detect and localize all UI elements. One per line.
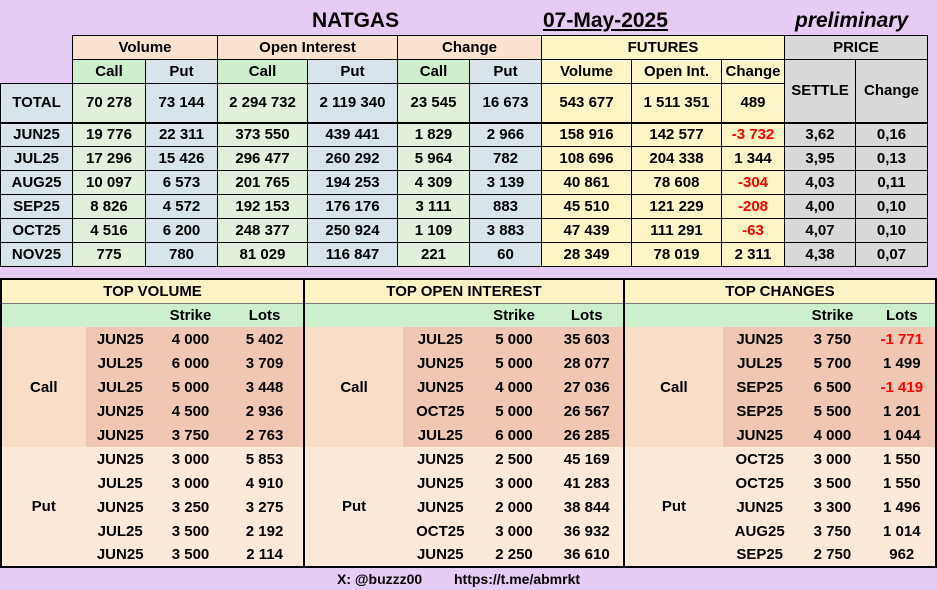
lots-cell: 962: [869, 543, 936, 567]
lots-cell: 27 036: [551, 375, 624, 399]
contract-cell: JUN25: [403, 543, 477, 567]
lots-cell: 2 763: [226, 423, 304, 447]
strike-cell: 5 500: [796, 399, 868, 423]
total-oi-put: 2 119 340: [308, 84, 398, 123]
put-list-row: [1, 495, 936, 519]
price-change-cell: 0,16: [856, 123, 928, 147]
put-side-label: Put: [1, 447, 86, 567]
month-label: JUL25: [1, 147, 73, 171]
strike-cell: 3 000: [155, 447, 226, 471]
total-fut-oi: 1 511 351: [632, 84, 722, 123]
contract-cell: JUL25: [723, 351, 796, 375]
contract-cell: SEP25: [723, 399, 796, 423]
fut-volume-cell: 45 510: [542, 195, 632, 219]
strike-cell: 3 300: [796, 495, 868, 519]
month-row: [1, 195, 928, 219]
strike-header: Strike: [477, 303, 550, 327]
lots-cell: 1 201: [869, 399, 936, 423]
ch-call-cell: 5 964: [398, 147, 470, 171]
lots-cell: 4 910: [226, 471, 304, 495]
price-change-cell: 0,07: [856, 243, 928, 267]
ch-put-cell: 2 966: [470, 123, 542, 147]
call-side-label: Call: [304, 327, 403, 447]
vol-call-header: Call: [73, 60, 146, 84]
vol-call-cell: 775: [73, 243, 146, 267]
contract-cell: JUN25: [86, 423, 155, 447]
sub-header-row: [1, 60, 928, 84]
oi-put-header: Put: [308, 60, 398, 84]
put-list-row: [1, 543, 936, 567]
fut-volume-cell: 28 349: [542, 243, 632, 267]
strike-cell: 3 000: [477, 471, 550, 495]
top-lists-table: [0, 278, 937, 568]
oi-call-cell: 192 153: [218, 195, 308, 219]
lots-cell: 3 709: [226, 351, 304, 375]
month-label: SEP25: [1, 195, 73, 219]
blank-header: [304, 303, 403, 327]
settle-cell: 4,00: [785, 195, 856, 219]
contract-cell: SEP25: [723, 543, 796, 567]
section-header-row: [1, 279, 936, 303]
strike-cell: 2 750: [796, 543, 868, 567]
total-vol-call: 70 278: [73, 84, 146, 123]
ch-put-cell: 782: [470, 147, 542, 171]
lots-cell: 38 844: [551, 495, 624, 519]
contract-cell: JUN25: [403, 351, 477, 375]
lots-cell: 36 932: [551, 519, 624, 543]
contract-cell: JUL25: [86, 351, 155, 375]
lots-header: Lots: [551, 303, 624, 327]
settle-cell: 3,62: [785, 123, 856, 147]
total-label: TOTAL: [1, 84, 73, 123]
settle-cell: 4,03: [785, 171, 856, 195]
month-row: [1, 123, 928, 147]
contract-cell: JUN25: [403, 375, 477, 399]
blank-header: [86, 303, 155, 327]
vol-put-cell: 780: [146, 243, 218, 267]
strike-cell: 3 500: [155, 543, 226, 567]
fut-volume-cell: 40 861: [542, 171, 632, 195]
call-list-row: [1, 399, 936, 423]
settle-cell: 4,07: [785, 219, 856, 243]
fut-oi-header: Open Int.: [632, 60, 722, 84]
lots-cell: 26 285: [551, 423, 624, 447]
top-changes-header: TOP CHANGES: [624, 279, 936, 303]
strike-cell: 4 000: [796, 423, 868, 447]
fut-oi-cell: 204 338: [632, 147, 722, 171]
change-group-header: Change: [398, 36, 542, 60]
summary-table: [0, 35, 928, 267]
strike-cell: 2 250: [477, 543, 550, 567]
lots-cell: 2 114: [226, 543, 304, 567]
month-label: JUN25: [1, 123, 73, 147]
call-side-label: Call: [624, 327, 723, 447]
contract-cell: JUN25: [723, 423, 796, 447]
top-open-interest-header: TOP OPEN INTEREST: [304, 279, 624, 303]
vol-call-cell: 17 296: [73, 147, 146, 171]
oi-call-cell: 373 550: [218, 123, 308, 147]
lots-cell: 35 603: [551, 327, 624, 351]
put-list-row: [1, 519, 936, 543]
strike-cell: 3 750: [796, 327, 868, 351]
strike-cell: 4 000: [477, 375, 550, 399]
call-list-row: [1, 351, 936, 375]
lots-cell: 28 077: [551, 351, 624, 375]
ch-put-cell: 3 139: [470, 171, 542, 195]
fut-change-cell: -3 732: [722, 123, 785, 147]
price-change-cell: 0,10: [856, 195, 928, 219]
contract-cell: JUL25: [403, 327, 477, 351]
futures-group-header: FUTURES: [542, 36, 785, 60]
contract-cell: JUN25: [86, 327, 155, 351]
price-change-cell: 0,10: [856, 219, 928, 243]
fut-oi-cell: 111 291: [632, 219, 722, 243]
group-header-row: [1, 36, 928, 60]
footer: [0, 569, 937, 590]
lots-cell: 3 275: [226, 495, 304, 519]
vol-call-cell: 19 776: [73, 123, 146, 147]
total-oi-call: 2 294 732: [218, 84, 308, 123]
blank-header: [723, 303, 796, 327]
contract-cell: AUG25: [723, 519, 796, 543]
price-group-header: PRICE: [785, 36, 928, 60]
contract-cell: JUN25: [403, 471, 477, 495]
fut-oi-cell: 78 019: [632, 243, 722, 267]
contract-cell: OCT25: [403, 519, 477, 543]
oi-call-cell: 201 765: [218, 171, 308, 195]
ch-call-header: Call: [398, 60, 470, 84]
call-list-row: [1, 423, 936, 447]
oi-put-cell: 176 176: [308, 195, 398, 219]
blank-header: [403, 303, 477, 327]
strike-header: Strike: [796, 303, 868, 327]
vol-put-header: Put: [146, 60, 218, 84]
twitter-handle[interactable]: X: @buzzz00: [337, 571, 423, 587]
contract-cell: JUN25: [723, 327, 796, 351]
month-row: [1, 147, 928, 171]
price-change-header: Change: [856, 60, 928, 123]
oi-put-cell: 250 924: [308, 219, 398, 243]
fut-volume-cell: 108 696: [542, 147, 632, 171]
strike-cell: 3 000: [796, 447, 868, 471]
fut-oi-cell: 142 577: [632, 123, 722, 147]
column-header-row: [1, 303, 936, 327]
lots-cell: 5 402: [226, 327, 304, 351]
month-label: NOV25: [1, 243, 73, 267]
contract-cell: JUL25: [86, 375, 155, 399]
oi-call-cell: 81 029: [218, 243, 308, 267]
lots-cell: 36 610: [551, 543, 624, 567]
symbol-title: NATGAS: [312, 9, 400, 32]
contract-cell: JUN25: [86, 399, 155, 423]
fut-change-cell: 1 344: [722, 147, 785, 171]
ch-put-cell: 60: [470, 243, 542, 267]
fut-oi-cell: 121 229: [632, 195, 722, 219]
blank-header: [624, 303, 723, 327]
lots-cell: 1 496: [869, 495, 936, 519]
strike-cell: 3 000: [477, 519, 550, 543]
total-fut-change: 489: [722, 84, 785, 123]
contract-cell: JUN25: [86, 543, 155, 567]
vol-put-cell: 22 311: [146, 123, 218, 147]
ch-put-header: Put: [470, 60, 542, 84]
oi-put-cell: 194 253: [308, 171, 398, 195]
strike-cell: 2 000: [477, 495, 550, 519]
strike-cell: 5 000: [477, 399, 550, 423]
fut-volume-cell: 47 439: [542, 219, 632, 243]
month-label: AUG25: [1, 171, 73, 195]
fut-change-cell: -304: [722, 171, 785, 195]
ch-call-cell: 1 829: [398, 123, 470, 147]
month-row: [1, 243, 928, 267]
report-date: 07-May-2025: [543, 9, 668, 32]
fut-change-header: Change: [722, 60, 785, 84]
total-vol-put: 73 144: [146, 84, 218, 123]
oi-put-cell: 439 441: [308, 123, 398, 147]
ch-call-cell: 1 109: [398, 219, 470, 243]
strike-cell: 4 500: [155, 399, 226, 423]
vol-call-cell: 4 516: [73, 219, 146, 243]
strike-cell: 6 000: [155, 351, 226, 375]
ch-call-cell: 221: [398, 243, 470, 267]
strike-cell: 5 000: [477, 327, 550, 351]
blank-header: [1, 303, 86, 327]
ch-call-cell: 4 309: [398, 171, 470, 195]
vol-put-cell: 15 426: [146, 147, 218, 171]
put-side-label: Put: [304, 447, 403, 567]
contract-cell: SEP25: [723, 375, 796, 399]
contract-cell: JUL25: [86, 471, 155, 495]
contract-cell: OCT25: [723, 471, 796, 495]
open-interest-group-header: Open Interest: [218, 36, 398, 60]
strike-cell: 3 750: [155, 423, 226, 447]
strike-cell: 2 500: [477, 447, 550, 471]
vol-put-cell: 6 573: [146, 171, 218, 195]
oi-call-cell: 296 477: [218, 147, 308, 171]
settle-header: SETTLE: [785, 60, 856, 123]
vol-call-cell: 10 097: [73, 171, 146, 195]
lots-cell: 41 283: [551, 471, 624, 495]
strike-cell: 3 500: [155, 519, 226, 543]
settle-cell: 3,95: [785, 147, 856, 171]
settle-cell: 4,38: [785, 243, 856, 267]
fut-change-cell: 2 311: [722, 243, 785, 267]
lots-header: Lots: [869, 303, 936, 327]
ch-put-cell: 3 883: [470, 219, 542, 243]
contract-cell: JUN25: [403, 447, 477, 471]
strike-cell: 5 000: [477, 351, 550, 375]
vol-put-cell: 4 572: [146, 195, 218, 219]
month-row: [1, 171, 928, 195]
lots-cell: 3 448: [226, 375, 304, 399]
total-ch-call: 23 545: [398, 84, 470, 123]
fut-volume-header: Volume: [542, 60, 632, 84]
strike-cell: 3 750: [796, 519, 868, 543]
contract-cell: OCT25: [723, 447, 796, 471]
lots-cell: 5 853: [226, 447, 304, 471]
fut-change-cell: -208: [722, 195, 785, 219]
total-ch-put: 16 673: [470, 84, 542, 123]
lots-cell: 1 044: [869, 423, 936, 447]
lots-header: Lots: [226, 303, 304, 327]
lots-cell: 1 014: [869, 519, 936, 543]
vol-put-cell: 6 200: [146, 219, 218, 243]
contract-cell: JUN25: [723, 495, 796, 519]
call-list-row: [1, 375, 936, 399]
oi-put-cell: 260 292: [308, 147, 398, 171]
lots-cell: 1 550: [869, 447, 936, 471]
total-fut-volume: 543 677: [542, 84, 632, 123]
oi-put-cell: 116 847: [308, 243, 398, 267]
month-row: [1, 219, 928, 243]
lots-cell: 45 169: [551, 447, 624, 471]
ch-put-cell: 883: [470, 195, 542, 219]
strike-header: Strike: [155, 303, 226, 327]
strike-cell: 6 000: [477, 423, 550, 447]
contract-cell: JUL25: [403, 423, 477, 447]
strike-cell: 5 000: [155, 375, 226, 399]
oi-call-cell: 248 377: [218, 219, 308, 243]
top-volume-header: TOP VOLUME: [1, 279, 304, 303]
oi-call-header: Call: [218, 60, 308, 84]
lots-cell: 2 192: [226, 519, 304, 543]
telegram-link[interactable]: https://t.me/abmrkt: [454, 571, 581, 587]
contract-cell: OCT25: [403, 399, 477, 423]
lots-cell: -1 419: [869, 375, 936, 399]
vol-call-cell: 8 826: [73, 195, 146, 219]
strike-cell: 6 500: [796, 375, 868, 399]
contract-cell: JUN25: [403, 495, 477, 519]
price-change-cell: 0,13: [856, 147, 928, 171]
strike-cell: 3 000: [155, 471, 226, 495]
contract-cell: JUN25: [86, 495, 155, 519]
month-label: OCT25: [1, 219, 73, 243]
ch-call-cell: 3 111: [398, 195, 470, 219]
status-label: preliminary: [795, 9, 909, 32]
strike-cell: 3 500: [796, 471, 868, 495]
lots-cell: -1 771: [869, 327, 936, 351]
strike-cell: 5 700: [796, 351, 868, 375]
put-list-row: [1, 471, 936, 495]
strike-cell: 4 000: [155, 327, 226, 351]
corner-cell: [1, 36, 73, 84]
call-list-row: [1, 327, 936, 351]
contract-cell: JUL25: [86, 519, 155, 543]
fut-change-cell: -63: [722, 219, 785, 243]
lots-cell: 1 499: [869, 351, 936, 375]
price-change-cell: 0,11: [856, 171, 928, 195]
lots-cell: 2 936: [226, 399, 304, 423]
put-side-label: Put: [624, 447, 723, 567]
put-list-row: [1, 447, 936, 471]
call-side-label: Call: [1, 327, 86, 447]
strike-cell: 3 250: [155, 495, 226, 519]
lots-cell: 26 567: [551, 399, 624, 423]
fut-oi-cell: 78 608: [632, 171, 722, 195]
contract-cell: JUN25: [86, 447, 155, 471]
volume-group-header: Volume: [73, 36, 218, 60]
lots-cell: 1 550: [869, 471, 936, 495]
fut-volume-cell: 158 916: [542, 123, 632, 147]
